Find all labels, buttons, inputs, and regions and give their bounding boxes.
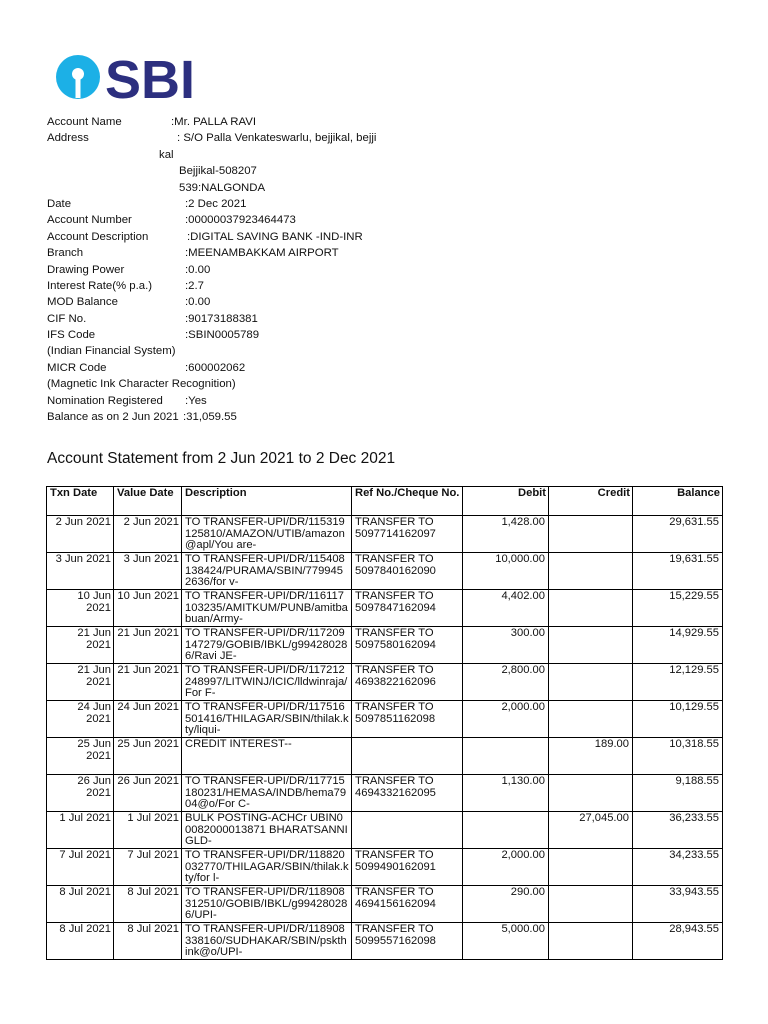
column-header-debit: Debit xyxy=(463,487,549,516)
account-number-value: :00000037923464473 xyxy=(185,214,296,227)
ref-no-cell-text: TRANSFER TO 5099557162098 xyxy=(355,924,436,947)
balance-cell-text: 34,233.55 xyxy=(669,850,719,861)
description-cell-text: TO TRANSFER-UPI/DR/115408138424/PURAMA/SBIN/7799452636/for v- xyxy=(185,554,345,589)
value-date-cell xyxy=(114,886,182,923)
value-date-cell xyxy=(114,664,182,701)
description-cell-text: TO TRANSFER-UPI/DR/115319125810/AMAZON/UTIB/amazon@apl/You are- xyxy=(185,517,345,552)
debit-cell xyxy=(463,516,549,553)
value-date-cell-text: 26 Jun 2021 xyxy=(117,776,179,787)
table-row xyxy=(47,627,723,664)
value-date-cell xyxy=(114,516,182,553)
txn-date-cell xyxy=(47,738,114,775)
description-cell-text: TO TRANSFER-UPI/DR/118908338160/SUDHAKAR/SBIN/pskthink@o/UPI- xyxy=(185,924,347,959)
txn-date-cell xyxy=(47,886,114,923)
txn-date-cell xyxy=(47,923,114,960)
debit-cell xyxy=(463,590,549,627)
value-date-cell-text: 10 Jun 2021 xyxy=(117,591,179,602)
mod-balance-label: MOD Balance xyxy=(47,296,118,309)
ref-no-cell-text xyxy=(355,813,460,848)
credit-cell-text xyxy=(552,887,629,922)
value-date-cell xyxy=(114,738,182,775)
account-name-row xyxy=(47,114,447,130)
value-date-cell xyxy=(114,775,182,812)
description-cell-text: TO TRANSFER-UPI/DR/118820032770/THILAGAR/SBIN/thilak.kty/for l- xyxy=(185,850,349,885)
address-line-4: 539:NALGONDA xyxy=(179,181,266,194)
micr-note-row xyxy=(47,376,447,392)
column-header-balance: Balance xyxy=(633,487,723,516)
mod-balance-value: :0.00 xyxy=(185,296,211,309)
ref-no-cell xyxy=(352,849,463,886)
debit-cell xyxy=(463,738,549,775)
debit-cell-text: 2,000.00 xyxy=(501,850,545,861)
credit-cell-text: 27,045.00 xyxy=(579,813,629,824)
txn-date-cell-text: 1 Jul 2021 xyxy=(59,813,111,824)
micr-label: MICR Code xyxy=(47,361,107,374)
cif-value: :90173188381 xyxy=(185,312,258,325)
nomination-value: :Yes xyxy=(185,394,207,407)
txn-date-cell-text: 10 Jun 2021 xyxy=(77,591,111,614)
credit-cell-text xyxy=(552,924,629,959)
txn-date-cell xyxy=(47,627,114,664)
debit-cell-text: 10,000.00 xyxy=(495,554,545,565)
ifs-value: :SBIN0005789 xyxy=(185,329,260,342)
drawing-power-value: :0.00 xyxy=(185,263,211,276)
debit-cell-text: 2,000.00 xyxy=(501,702,545,713)
debit-cell-text: 1,428.00 xyxy=(501,517,545,528)
txn-date-cell xyxy=(47,590,114,627)
table-header-row xyxy=(47,487,723,516)
txn-date-cell-text: 21 Jun 2021 xyxy=(77,665,111,688)
date-label: Date xyxy=(47,197,72,210)
balance-cell xyxy=(633,627,723,664)
credit-cell-text xyxy=(552,850,629,885)
column-header-ref-no: Ref No./Cheque No. xyxy=(352,487,463,516)
balance-cell-text: 15,229.55 xyxy=(669,591,719,602)
value-date-cell xyxy=(114,627,182,664)
balance-cell-text: 14,929.55 xyxy=(669,628,719,639)
ref-no-cell-text xyxy=(355,739,460,774)
cif-row xyxy=(47,311,447,327)
credit-cell xyxy=(549,886,633,923)
branch-label: Branch xyxy=(47,247,84,260)
address-line-2: kal xyxy=(159,148,174,161)
statement-title: Account Statement from 2 Jun 2021 to 2 Dec 2021 xyxy=(47,450,396,467)
description-cell xyxy=(182,886,352,923)
debit-cell-text: 2,800.00 xyxy=(501,665,545,676)
description-cell xyxy=(182,553,352,590)
value-date-cell xyxy=(114,923,182,960)
ref-no-cell-text: TRANSFER TO 4693822162096 xyxy=(355,665,436,688)
ref-no-cell xyxy=(352,590,463,627)
debit-cell-text xyxy=(466,739,545,774)
debit-cell-text: 4,402.00 xyxy=(501,591,545,602)
ref-no-cell xyxy=(352,923,463,960)
value-date-cell-text: 21 Jun 2021 xyxy=(117,665,179,676)
micr-value: :600002062 xyxy=(185,361,246,374)
credit-cell-text xyxy=(552,591,629,626)
debit-cell-text: 290.00 xyxy=(510,887,545,898)
balance-cell xyxy=(633,886,723,923)
debit-cell xyxy=(463,627,549,664)
opening-balance-row xyxy=(47,409,447,425)
table-row xyxy=(47,701,723,738)
txn-date-cell-text: 24 Jun 2021 xyxy=(77,702,111,725)
value-date-cell-text: 7 Jul 2021 xyxy=(127,850,179,861)
balance-cell xyxy=(633,701,723,738)
txn-date-cell xyxy=(47,701,114,738)
debit-cell xyxy=(463,849,549,886)
ref-no-cell xyxy=(352,516,463,553)
value-date-cell-text: 3 Jun 2021 xyxy=(123,554,179,565)
opening-balance-label: Balance as on 2 Jun 2021 xyxy=(47,411,179,424)
description-cell-text: TO TRANSFER-UPI/DR/116117103235/AMITKUM/PUNB/amitbabuan/Army- xyxy=(185,591,348,626)
description-cell-text: TO TRANSFER-UPI/DR/117212248997/LITWINJ/ICIC/lldwinraja/For F- xyxy=(185,665,348,700)
value-date-cell xyxy=(114,701,182,738)
micr-row xyxy=(47,360,447,376)
account-number-row xyxy=(47,212,447,228)
column-header-value-date: Value Date xyxy=(114,487,182,516)
value-date-cell-text: 8 Jul 2021 xyxy=(127,924,179,935)
balance-cell-text: 9,188.55 xyxy=(675,776,719,787)
opening-balance-value: :31,059.55 xyxy=(183,411,237,424)
credit-cell xyxy=(549,812,633,849)
account-description-row xyxy=(47,229,447,245)
description-cell xyxy=(182,775,352,812)
debit-cell xyxy=(463,923,549,960)
credit-cell xyxy=(549,664,633,701)
branch-row xyxy=(47,245,447,261)
account-number-label: Account Number xyxy=(47,214,132,227)
value-date-cell xyxy=(114,553,182,590)
credit-cell-text xyxy=(552,554,629,589)
logo-wordmark: SBI xyxy=(105,52,196,104)
date-value: :2 Dec 2021 xyxy=(185,197,247,210)
address-row xyxy=(47,130,447,146)
address-line-1: : S/O Palla Venkateswarlu, bejjikal, bejji xyxy=(177,132,377,145)
txn-date-cell-text: 3 Jun 2021 xyxy=(55,554,111,565)
description-cell xyxy=(182,738,352,775)
table-row xyxy=(47,886,723,923)
value-date-cell-text: 8 Jul 2021 xyxy=(127,887,179,898)
debit-cell-text: 1,130.00 xyxy=(501,776,545,787)
credit-cell xyxy=(549,775,633,812)
table-row xyxy=(47,738,723,775)
ifs-label: IFS Code xyxy=(47,329,96,342)
ref-no-cell-text: TRANSFER TO 5097714162097 xyxy=(355,517,436,540)
ref-no-cell-text: TRANSFER TO 5099490162091 xyxy=(355,850,436,873)
account-name-value: :Mr. PALLA RAVI xyxy=(171,116,257,128)
mod-balance-row xyxy=(47,294,447,310)
balance-cell xyxy=(633,923,723,960)
ref-no-cell-text: TRANSFER TO 4694332162095 xyxy=(355,776,436,799)
balance-cell xyxy=(633,849,723,886)
balance-cell-text: 33,943.55 xyxy=(669,887,719,898)
ref-no-cell-text: TRANSFER TO 5097840162090 xyxy=(355,554,436,577)
table-row xyxy=(47,664,723,701)
value-date-cell-text: 21 Jun 2021 xyxy=(117,628,179,639)
table-row xyxy=(47,516,723,553)
account-description-value: :DIGITAL SAVING BANK -IND-INR xyxy=(187,230,363,243)
txn-date-cell-text: 8 Jul 2021 xyxy=(59,924,111,935)
ref-no-cell xyxy=(352,701,463,738)
description-cell xyxy=(182,812,352,849)
value-date-cell-text: 25 Jun 2021 xyxy=(117,739,179,750)
txn-date-cell xyxy=(47,553,114,590)
balance-cell xyxy=(633,516,723,553)
balance-cell xyxy=(633,664,723,701)
txn-date-cell xyxy=(47,775,114,812)
value-date-cell-text: 24 Jun 2021 xyxy=(117,702,179,713)
ref-no-cell-text: TRANSFER TO 4694156162094 xyxy=(355,887,436,910)
account-name-label: Account Name xyxy=(47,116,122,128)
balance-cell xyxy=(633,738,723,775)
ref-no-cell-text: TRANSFER TO 5097851162098 xyxy=(355,702,436,725)
credit-cell xyxy=(549,849,633,886)
ref-no-cell-text: TRANSFER TO 5097847162094 xyxy=(355,591,436,614)
ref-no-cell xyxy=(352,886,463,923)
cif-label: CIF No. xyxy=(47,312,87,325)
credit-cell-text xyxy=(552,776,629,811)
address-row-4 xyxy=(47,180,447,196)
ref-no-cell xyxy=(352,775,463,812)
column-header-description: Description xyxy=(182,487,352,516)
ref-no-cell-text: TRANSFER TO 5097580162094 xyxy=(355,628,436,651)
table-row xyxy=(47,590,723,627)
ref-no-cell xyxy=(352,553,463,590)
description-cell-text: TO TRANSFER-UPI/DR/117715180231/HEMASA/INDB/hema7904@o/For C- xyxy=(185,776,347,811)
column-header-credit: Credit xyxy=(549,487,633,516)
txn-date-cell-text: 8 Jul 2021 xyxy=(59,887,111,898)
description-cell-text: BULK POSTING-ACHCr UBIN00082000013871 BHARATSANNIGLD- xyxy=(185,813,348,848)
txn-date-cell-text: 26 Jun 2021 xyxy=(77,776,111,799)
description-cell xyxy=(182,664,352,701)
debit-cell xyxy=(463,775,549,812)
balance-cell xyxy=(633,812,723,849)
txn-date-cell-text: 7 Jul 2021 xyxy=(59,850,111,861)
credit-cell xyxy=(549,516,633,553)
debit-cell xyxy=(463,812,549,849)
txn-date-cell xyxy=(47,812,114,849)
branch-value: :MEENAMBAKKAM AIRPORT xyxy=(185,247,339,260)
debit-cell xyxy=(463,886,549,923)
balance-cell-text: 10,318.55 xyxy=(669,739,719,750)
balance-cell xyxy=(633,775,723,812)
account-description-label: Account Description xyxy=(47,230,149,243)
credit-cell xyxy=(549,923,633,960)
balance-cell xyxy=(633,553,723,590)
column-header-txn-date: Txn Date xyxy=(47,487,114,516)
description-cell xyxy=(182,923,352,960)
ref-no-cell xyxy=(352,738,463,775)
interest-rate-label: Interest Rate(% p.a.) xyxy=(47,279,153,292)
drawing-power-row xyxy=(47,262,447,278)
credit-cell-text xyxy=(552,517,629,552)
account-info xyxy=(47,114,447,425)
debit-cell-text: 300.00 xyxy=(510,628,545,639)
balance-cell-text: 12,129.55 xyxy=(669,665,719,676)
balance-cell-text: 19,631.55 xyxy=(669,554,719,565)
nomination-label: Nomination Registered xyxy=(47,394,163,407)
description-cell xyxy=(182,516,352,553)
value-date-cell-text: 2 Jun 2021 xyxy=(123,517,179,528)
value-date-cell xyxy=(114,849,182,886)
drawing-power-label: Drawing Power xyxy=(47,263,125,276)
ref-no-cell xyxy=(352,664,463,701)
table-row xyxy=(47,775,723,812)
ifs-note: (Indian Financial System) xyxy=(47,345,176,358)
txn-date-cell-text: 25 Jun 2021 xyxy=(77,739,111,762)
debit-cell xyxy=(463,701,549,738)
address-row-3 xyxy=(47,163,447,179)
address-row-2 xyxy=(47,147,447,163)
table-body xyxy=(47,516,723,960)
credit-cell-text xyxy=(552,665,629,700)
date-row xyxy=(47,196,447,212)
txn-date-cell xyxy=(47,516,114,553)
sbi-logo xyxy=(55,52,205,104)
value-date-cell xyxy=(114,812,182,849)
interest-rate-row xyxy=(47,278,447,294)
credit-cell xyxy=(549,590,633,627)
table-row xyxy=(47,923,723,960)
ifs-note-row xyxy=(47,343,447,359)
table-row xyxy=(47,812,723,849)
description-cell-text: TO TRANSFER-UPI/DR/117209147279/GOBIB/IBKL/g994280286/Ravi JE- xyxy=(185,628,348,663)
statement-table xyxy=(46,486,723,960)
ref-no-cell xyxy=(352,812,463,849)
description-cell xyxy=(182,701,352,738)
description-cell-text: CREDIT INTEREST-- xyxy=(185,739,292,750)
debit-cell-text: 5,000.00 xyxy=(501,924,545,935)
interest-rate-value: :2.7 xyxy=(185,279,204,292)
txn-date-cell xyxy=(47,849,114,886)
balance-cell-text: 29,631.55 xyxy=(669,517,719,528)
description-cell xyxy=(182,849,352,886)
ifs-row xyxy=(47,327,447,343)
balance-cell xyxy=(633,590,723,627)
nomination-row xyxy=(47,393,447,409)
description-cell xyxy=(182,627,352,664)
txn-date-cell-text: 2 Jun 2021 xyxy=(55,517,111,528)
credit-cell-text: 189.00 xyxy=(594,739,629,750)
credit-cell xyxy=(549,701,633,738)
micr-note: (Magnetic Ink Character Recognition) xyxy=(47,378,236,391)
balance-cell-text: 36,233.55 xyxy=(669,813,719,824)
credit-cell-text xyxy=(552,702,629,737)
credit-cell xyxy=(549,553,633,590)
ref-no-cell xyxy=(352,627,463,664)
table-row xyxy=(47,849,723,886)
address-line-3: Bejjikal-508207 xyxy=(179,165,257,178)
txn-date-cell-text: 21 Jun 2021 xyxy=(77,628,111,651)
description-cell-text: TO TRANSFER-UPI/DR/117516501416/THILAGAR/SBIN/thilak.kty/liqui- xyxy=(185,702,349,737)
value-date-cell-text: 1 Jul 2021 xyxy=(127,813,179,824)
txn-date-cell xyxy=(47,664,114,701)
table-row xyxy=(47,553,723,590)
debit-cell-text xyxy=(466,813,545,848)
address-label: Address xyxy=(47,132,89,145)
value-date-cell xyxy=(114,590,182,627)
balance-cell-text: 10,129.55 xyxy=(669,702,719,713)
debit-cell xyxy=(463,664,549,701)
credit-cell-text xyxy=(552,628,629,663)
credit-cell xyxy=(549,738,633,775)
debit-cell xyxy=(463,553,549,590)
credit-cell xyxy=(549,627,633,664)
description-cell-text: TO TRANSFER-UPI/DR/118908312510/GOBIB/IBKL/g994280286/UPI- xyxy=(185,887,348,922)
balance-cell-text: 28,943.55 xyxy=(669,924,719,935)
description-cell xyxy=(182,590,352,627)
